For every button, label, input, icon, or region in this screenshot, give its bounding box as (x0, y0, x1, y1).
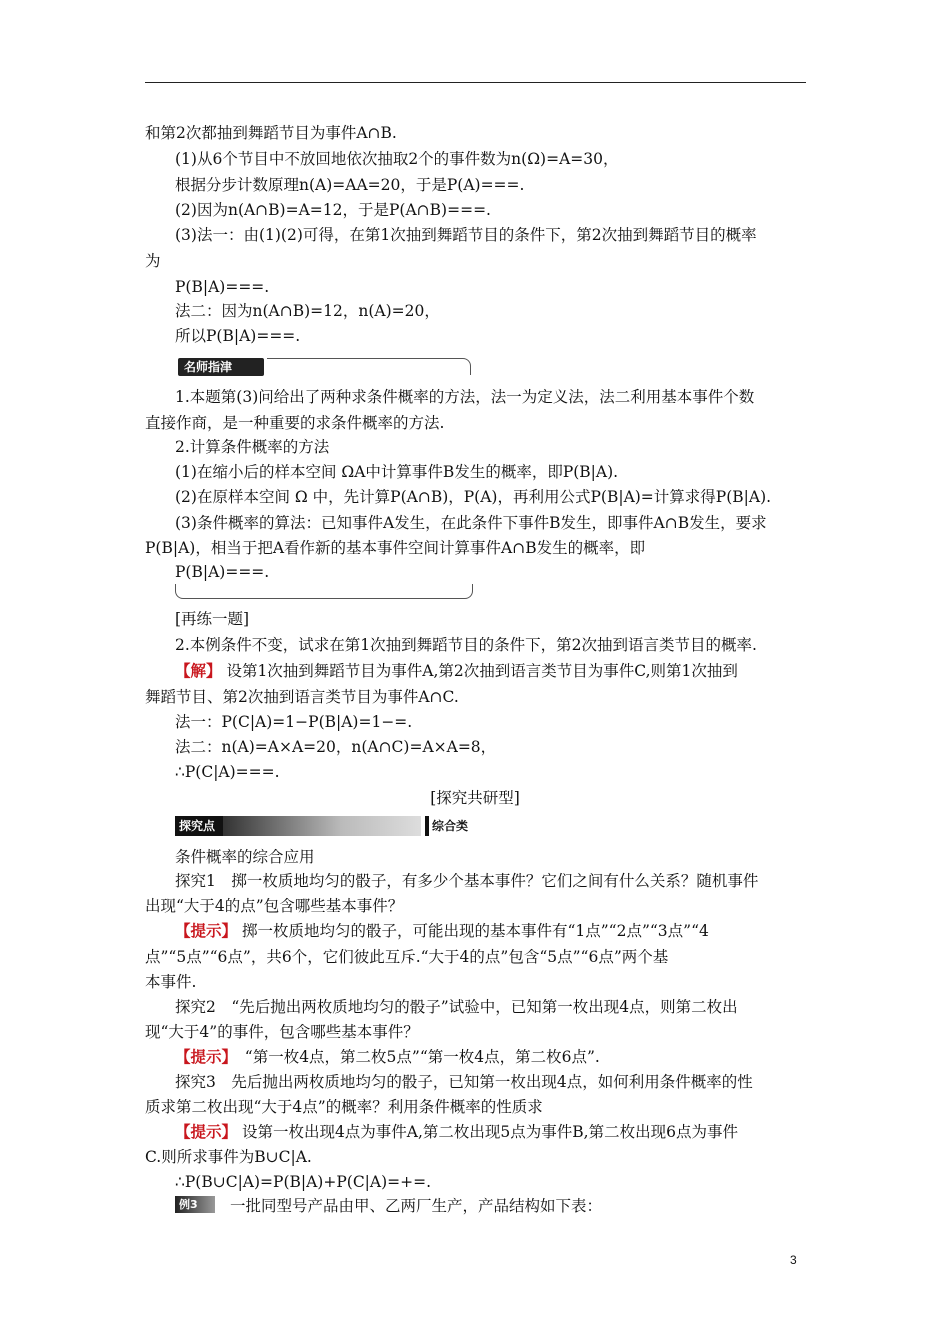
explore-a3-cont: C.则所求事件为B∪C|A. (145, 1148, 312, 1166)
practice-answer (175, 660, 738, 682)
guide-line: P(B|A)===. (175, 563, 270, 581)
page-number: 3 (790, 1253, 797, 1267)
explore-q3: 探究3 先后抛出两枚质地均匀的骰子，已知第一枚出现4点，如何利用条件概率的性 (175, 1073, 753, 1091)
explore-topic: 条件概率的综合应用 (175, 848, 315, 866)
hint-text: “第一枚4点，第二枚5点”“第一枚4点，第二枚6点”. (229, 1048, 600, 1066)
hint-text: 设第一枚出现4点为事件A,第二枚出现5点为事件B,第二枚出现6点为事件 (237, 1123, 738, 1141)
header-rule (145, 82, 806, 83)
text-line: P(B|A)===. (175, 278, 270, 296)
guide-box-bottom (175, 584, 473, 599)
hint-label: 【提示】 (175, 1123, 238, 1141)
text-line: 所以P(B|A)===. (175, 327, 301, 345)
text-line: 和第2次都抽到舞蹈节目为事件A∩B. (145, 124, 397, 142)
explore-a1-cont: 本事件. (145, 973, 197, 991)
explore-a2 (175, 1046, 600, 1068)
answer-text: 设第1次抽到舞蹈节目为事件A,第2次抽到语言类节目为事件C,则第1次抽到 (221, 662, 738, 680)
example-text: 一批同型号产品由甲、乙两厂生产，产品结构如下表： (230, 1197, 603, 1215)
explore-q2: 探究2 “先后抛出两枚质地均匀的骰子”试验中，已知第一枚出现4点，则第二枚出 (175, 998, 738, 1016)
text-line: 法二：因为n(A∩B)=12，n(A)=20， (175, 302, 440, 320)
explore-a1 (175, 920, 709, 942)
text-line: (2)因为n(A∩B)=A=12，于是P(A∩B)===. (175, 201, 491, 219)
practice-heading: [再练一题] (175, 610, 250, 628)
hint-text: 掷一枚质地均匀的骰子，可能出现的基本事件有“1点”“2点”“3点”“4 (237, 922, 709, 940)
hint-label: 【提示】 (175, 922, 238, 940)
guide-box-border (267, 358, 471, 375)
explore-q1-cont: 出现“大于4的点”包含哪些基本事件？ (145, 897, 404, 915)
text-line: (3)法一：由(1)(2)可得，在第1次抽到舞蹈节目的条件下，第2次抽到舞蹈节目的概率 (175, 226, 757, 244)
banner-gradient (223, 816, 421, 836)
practice-method2: 法二：n(A)=A×A=20，n(A∩C)=A×A=8， (175, 738, 497, 756)
text-line: (1)从6个节目中不放回地依次抽取2个的事件数为n(Ω)=A=30， (175, 150, 619, 168)
practice-question: 2.本例条件不变，试求在第1次抽到舞蹈节目的条件下，第2次抽到语言类节目的概率. (175, 636, 757, 654)
guide-line: (3)条件概率的算法：已知事件A发生，在此条件下事件B发生，即事件A∩B发生，要求 (175, 514, 767, 532)
explore-a1-cont: 点”“5点”“6点”，共6个，它们彼此互斥.“大于4的点”包含“5点”“6点”两个基 (145, 948, 669, 966)
guide-box-top (175, 358, 471, 378)
guide-line: 直接作商，是一种重要的求条件概率的方法. (145, 414, 445, 432)
text-line: 为 (145, 252, 161, 270)
guide-badge: 名师指津 (178, 358, 264, 376)
practice-method1: 法一：P(C|A)=1−P(B|A)=1−=. (175, 713, 413, 731)
explore-q3-cont: 质求第二枚出现“大于4点”的概率？利用条件概率的性质求 (145, 1098, 543, 1116)
answer-label: 【解】 (175, 662, 222, 680)
practice-result: ∴P(C|A)===. (175, 763, 280, 781)
explore-banner (175, 816, 479, 836)
banner-divider (425, 816, 429, 836)
guide-line: (1)在缩小后的样本空间 ΩA中计算事件B发生的概率，即P(B|A). (175, 463, 619, 481)
explore-q2-cont: 现“大于4”的事件，包含哪些基本事件？ (145, 1023, 419, 1041)
explore-a3-cont: ∴P(B∪C|A)=P(B|A)+P(C|A)=+=. (175, 1173, 432, 1191)
guide-line: 2.计算条件概率的方法 (175, 438, 330, 456)
banner-right-label: 综合类 (432, 819, 469, 833)
banner-left-label: 探究点 (175, 816, 223, 836)
example-badge: 例3 (175, 1196, 215, 1213)
guide-line: 1.本题第(3)问给出了两种求条件概率的方法，法一为定义法，法二利用基本事件个数 (175, 388, 755, 406)
section-title: [探究共研型] (430, 789, 520, 807)
practice-answer-line: 舞蹈节目、第2次抽到语言类节目为事件A∩C. (145, 688, 459, 706)
text-line: 根据分步计数原理n(A)=AA=20，于是P(A)===. (175, 176, 525, 194)
explore-a3 (175, 1121, 738, 1143)
explore-q1: 探究1 掷一枚质地均匀的骰子，有多少个基本事件？它们之间有什么关系？随机事件 (175, 872, 759, 890)
hint-label: 【提示】 (175, 1048, 230, 1066)
guide-line: P(B|A)，相当于把A看作新的基本事件空间计算事件A∩B发生的概率，即 (145, 539, 646, 557)
guide-line: (2)在原样本空间 Ω 中，先计算P(A∩B)，P(A)，再利用公式P(B|A)=计算求得P(B|A). (175, 488, 772, 506)
